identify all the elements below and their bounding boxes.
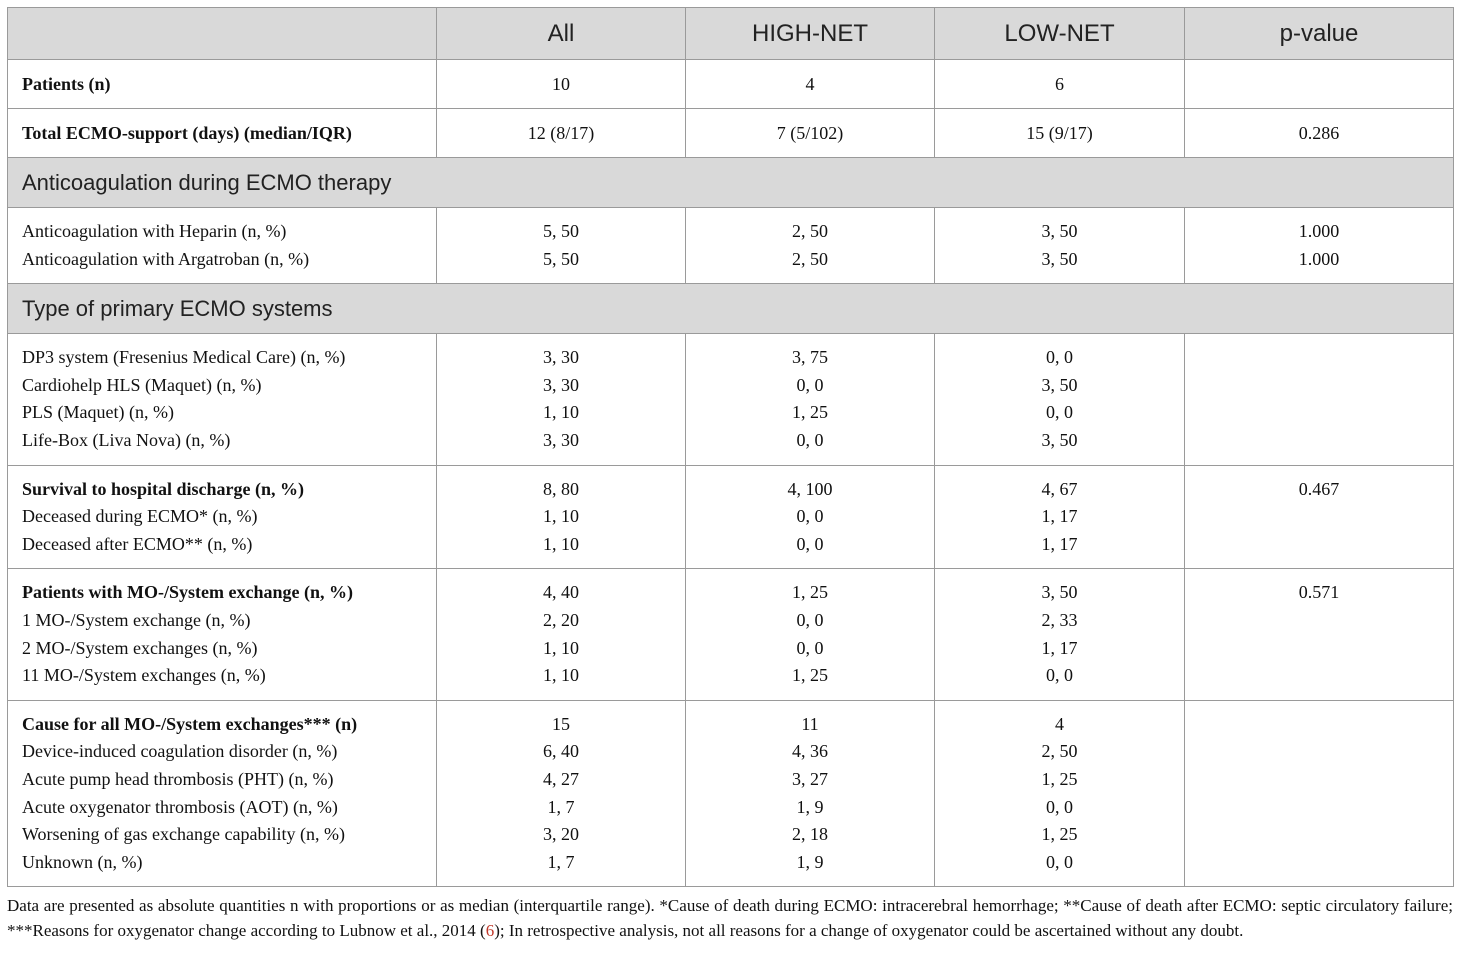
reference-link[interactable]: 6: [485, 921, 495, 941]
group-labels: [8, 569, 437, 700]
cell-line: 0, 0: [1046, 665, 1073, 686]
cell-line: 1, 25: [1041, 768, 1078, 789]
cell-line: 3, 50: [1041, 429, 1078, 450]
cell-line: 3, 50: [1041, 248, 1078, 269]
cell-line: 1, 17: [1041, 533, 1078, 554]
cell-line: 3, 50: [1041, 374, 1078, 395]
cell-line: 11 MO-/System exchanges (n, %): [22, 665, 266, 686]
table-footnote: [7, 893, 1453, 943]
group-labels: [8, 700, 437, 887]
cell-line: 0, 0: [796, 533, 824, 554]
cell-line: 5, 50: [543, 248, 579, 269]
header-row: [8, 8, 1454, 60]
group-high-net: [686, 208, 935, 284]
cell-line: Device-induced coagulation disorder (n, %): [22, 741, 338, 762]
group-high-net: [686, 465, 935, 569]
cell-line: 1, 25: [792, 582, 828, 603]
cell-line: 2, 50: [792, 221, 828, 241]
cell-line: 3, 75: [792, 347, 828, 368]
cell-low-net: [935, 109, 1185, 158]
cell-line: 8, 80: [543, 478, 579, 499]
cell-line: 4, 40: [543, 582, 579, 603]
cell-line: Deceased after ECMO** (n, %): [22, 533, 253, 554]
footnote-text: Data are presented as absolute quantities n with proportions or as median (interquartile range). *Cause of death during ECMO: intracerebral hemorrhage; **Cause of death after ECMO: septic circulatory failure; ***Reasons for oxygenator change according to Lubnow et al., 2014 (: [7, 896, 1453, 941]
cell-all: [437, 109, 686, 158]
section-title: Anticoagulation during ECMO therapy: [8, 158, 1454, 208]
cell-line: Worsening of gas exchange capability (n, %): [22, 824, 345, 845]
cell-line: 1, 9: [796, 796, 824, 817]
group-low-net: [935, 465, 1185, 569]
cell-text: 12 (8/17): [527, 123, 595, 143]
group-all: [437, 569, 686, 700]
cell-line: 1, 9: [796, 851, 824, 872]
group-low-net: [935, 334, 1185, 465]
cell-line: 4, 67: [1041, 478, 1078, 499]
cell-line: 0, 0: [796, 506, 824, 527]
cell-line: 0, 0: [1046, 347, 1073, 368]
cell-line: 0.467: [1298, 478, 1340, 499]
cell-p-value: [1185, 60, 1454, 109]
cell-line: 15: [552, 713, 570, 734]
group-all: [437, 700, 686, 887]
cell-line: 0, 0: [796, 637, 824, 658]
group-low-net: [935, 700, 1185, 887]
section-anticoagulation: [8, 158, 1454, 208]
cell-line: 5, 50: [543, 221, 579, 241]
cell-line: 1, 10: [543, 533, 579, 554]
section-title: Type of primary ECMO systems: [8, 284, 1454, 334]
cell-low-net: [935, 60, 1185, 109]
cell-line: 3, 27: [792, 768, 828, 789]
cell-line: 1, 7: [547, 796, 575, 817]
cell-text: 0.286: [1298, 123, 1340, 143]
cell-line: 0.571: [1298, 582, 1340, 603]
cell-line: 1, 10: [543, 506, 579, 527]
cell-line: 1, 7: [547, 851, 575, 872]
group-cause: [8, 700, 1454, 887]
group-p-value: [1185, 465, 1454, 569]
section-ecmo-systems: [8, 284, 1454, 334]
cell-line: 3, 30: [543, 347, 579, 368]
cell-line: 3, 30: [543, 374, 579, 395]
cell-line: 4: [1055, 713, 1064, 734]
cell-line: Life-Box (Liva Nova) (n, %): [22, 429, 231, 450]
cell-line: PLS (Maquet) (n, %): [22, 402, 174, 423]
cell-line: 1.000: [1298, 221, 1340, 241]
cell-line: 3, 20: [543, 824, 579, 845]
cell-line: 4, 36: [792, 741, 828, 762]
cell-text: [1185, 60, 1453, 108]
group-p-value: [1185, 208, 1454, 284]
cell-line: Survival to hospital discharge (n, %): [22, 478, 305, 499]
cell-line: 2, 50: [792, 248, 828, 269]
group-all: [437, 465, 686, 569]
cell-line: 2, 50: [1041, 741, 1078, 762]
cell-line: 1, 17: [1041, 506, 1078, 527]
cell-line: Cardiohelp HLS (Maquet) (n, %): [22, 374, 262, 395]
row-patients: [8, 60, 1454, 109]
cell-line: 3, 50: [1041, 582, 1078, 603]
cell-text: 4: [805, 74, 815, 94]
cell-line: 0, 0: [1046, 796, 1073, 817]
cell-line: 1, 17: [1041, 637, 1078, 658]
cell-line: 1, 10: [543, 637, 579, 658]
cell-line: 6, 40: [543, 741, 579, 762]
cell-line: 11: [801, 713, 819, 734]
cell-line: 3, 30: [543, 429, 579, 450]
row-label: [8, 109, 437, 158]
cell-line: Unknown (n, %): [22, 851, 143, 872]
cell-line: 0, 0: [796, 374, 824, 395]
cell-line: 1.000: [1298, 248, 1340, 269]
cell-line: 4, 27: [543, 768, 579, 789]
cell-line: 1, 25: [792, 665, 828, 686]
cell-text: Patients (n): [22, 74, 111, 94]
table-container: [7, 7, 1453, 943]
group-exchange: [8, 569, 1454, 700]
cell-line: 0, 0: [796, 609, 824, 630]
group-low-net: [935, 569, 1185, 700]
row-label: [8, 60, 437, 109]
group-low-net: [935, 208, 1185, 284]
group-labels: [8, 465, 437, 569]
cell-line: DP3 system (Fresenius Medical Care) (n, %): [22, 347, 346, 368]
cell-line: 2, 33: [1041, 609, 1078, 630]
group-high-net: [686, 334, 935, 465]
results-table: [7, 7, 1454, 887]
group-systems: [8, 334, 1454, 465]
cell-line: Patients with MO-/System exchange (n, %): [22, 582, 353, 603]
header-all: All: [437, 8, 686, 60]
cell-line: 0, 0: [1046, 851, 1073, 872]
cell-text: 7 (5/102): [776, 123, 844, 143]
cell-line: 1, 10: [543, 402, 579, 423]
cell-line: Anticoagulation with Heparin (n, %): [22, 221, 287, 241]
cell-line: 2 MO-/System exchanges (n, %): [22, 637, 258, 658]
cell-line: 1, 10: [543, 665, 579, 686]
footnote-text-end: ); In retrospective analysis, not all reasons for a change of oxygenator could be ascertained without any doubt.: [494, 921, 1244, 941]
cell-line: 4, 100: [787, 478, 833, 499]
cell-line: 0, 0: [1046, 402, 1073, 423]
cell-line: 3, 50: [1041, 221, 1078, 241]
group-labels: [8, 334, 437, 465]
cell-line: 1, 25: [1041, 824, 1078, 845]
cell-line: Cause for all MO-/System exchanges*** (n): [22, 713, 358, 734]
cell-all: [437, 60, 686, 109]
group-labels: [8, 208, 437, 284]
group-anticoagulation: [8, 208, 1454, 284]
cell-line: Acute oxygenator thrombosis (AOT) (n, %): [22, 796, 338, 817]
cell-high-net: [686, 60, 935, 109]
cell-p-value: [1185, 109, 1454, 158]
group-high-net: [686, 569, 935, 700]
cell-text: 10: [552, 74, 570, 94]
header-empty: [8, 8, 437, 60]
group-all: [437, 208, 686, 284]
cell-line: Deceased during ECMO* (n, %): [22, 506, 258, 527]
header-high-net: HIGH-NET: [686, 8, 935, 60]
group-p-value: [1185, 700, 1454, 887]
cell-text: Total ECMO-support (days) (median/IQR): [22, 123, 352, 143]
row-ecmo-support: [8, 109, 1454, 158]
cell-line: 1 MO-/System exchange (n, %): [22, 609, 251, 630]
group-p-value: [1185, 569, 1454, 700]
cell-line: 1, 25: [792, 402, 828, 423]
cell-text: 15 (9/17): [1026, 123, 1093, 143]
group-all: [437, 334, 686, 465]
cell-line: 2, 20: [543, 609, 579, 630]
cell-line: 2, 18: [792, 824, 828, 845]
header-p-value: p-value: [1185, 8, 1454, 60]
group-high-net: [686, 700, 935, 887]
header-low-net: LOW-NET: [935, 8, 1185, 60]
cell-high-net: [686, 109, 935, 158]
group-survival: [8, 465, 1454, 569]
group-p-value: [1185, 334, 1454, 465]
cell-line: Acute pump head thrombosis (PHT) (n, %): [22, 768, 334, 789]
cell-line: Anticoagulation with Argatroban (n, %): [22, 248, 310, 269]
cell-text: 6: [1055, 74, 1064, 94]
cell-line: 0, 0: [796, 429, 824, 450]
